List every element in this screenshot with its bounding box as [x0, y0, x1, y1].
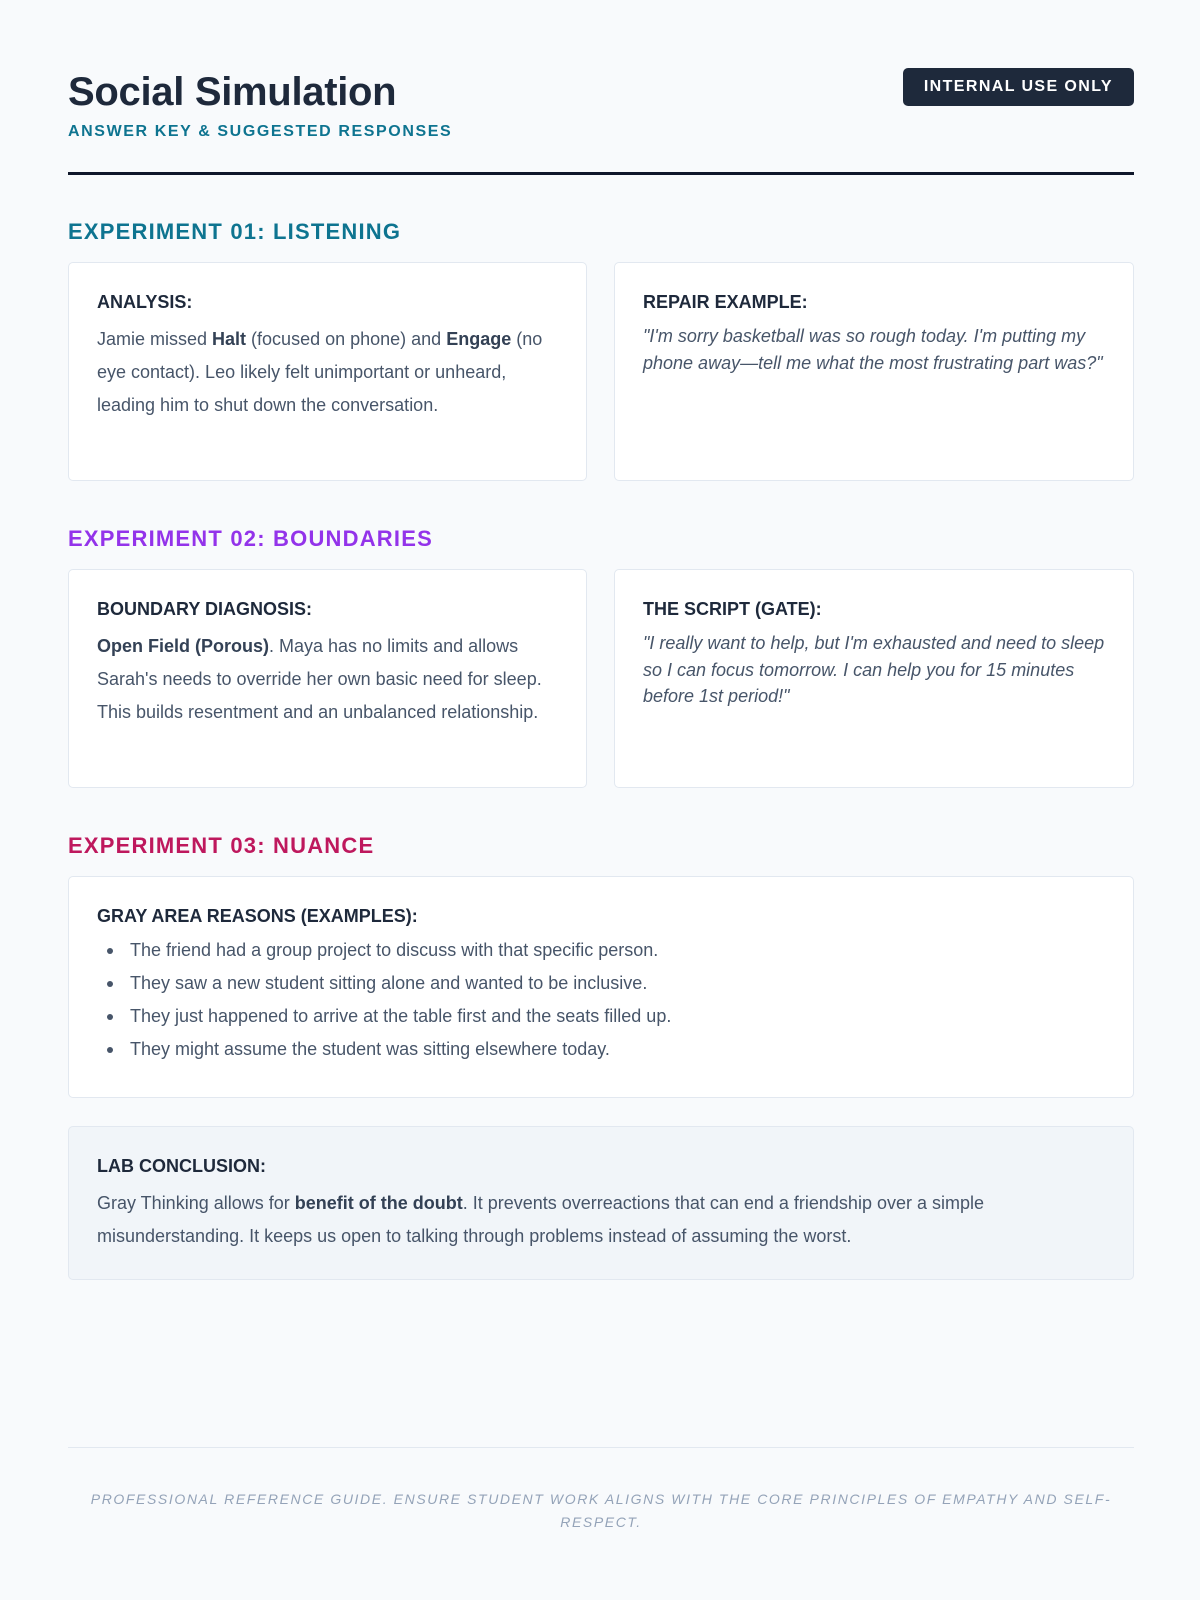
page-header [68, 68, 1134, 175]
analysis-text [97, 323, 558, 422]
analysis-text-part: (focused on phone) and [246, 329, 447, 349]
boundary-diagnosis-label: BOUNDARY DIAGNOSIS: [97, 599, 313, 619]
lab-conclusion-label: LAB CONCLUSION: [97, 1156, 266, 1176]
list-item: They just happened to arrive at the table first and the seats filled up. [97, 1000, 1105, 1033]
analysis-emphasis-halt: Halt [212, 329, 247, 349]
footer-note: PROFESSIONAL REFERENCE GUIDE. ENSURE STUDENT WORK ALIGNS WITH THE CORE PRINCIPLES OF EMPATHY AND SELF-RESPECT. [90, 1491, 1112, 1530]
analysis-text-part: Jamie missed [97, 329, 213, 349]
script-label: THE SCRIPT (GATE): [643, 599, 822, 619]
lab-conclusion-card [68, 1126, 1134, 1280]
conclusion-text-part: Gray Thinking allows for [97, 1193, 295, 1213]
boundary-type-emphasis: Open Field (Porous) [97, 636, 270, 656]
experiment-01-title: EXPERIMENT 01: LISTENING [68, 219, 402, 244]
experiment-02-title: EXPERIMENT 02: BOUNDARIES [68, 526, 433, 551]
repair-example-label: REPAIR EXAMPLE: [643, 292, 808, 312]
gray-area-card [68, 876, 1134, 1098]
answer-key-page [68, 0, 1134, 1600]
repair-example-card [614, 262, 1134, 481]
analysis-card [68, 262, 587, 481]
repair-example-quote: "I'm sorry basketball was so rough today. I'm putting my phone away—tell me what the most frustrating part was?" [643, 326, 1103, 373]
experiment-03-title: EXPERIMENT 03: NUANCE [68, 833, 375, 858]
conclusion-emphasis: benefit of the doubt [294, 1193, 463, 1213]
gray-area-reasons-list [97, 934, 1105, 1066]
script-quote: "I really want to help, but I'm exhausted and need to sleep so I can focus tomorrow. I can help you for 15 minutes before 1st period!" [643, 633, 1105, 706]
boundary-diagnosis-text-part: . Maya has no limits and allows Sarah's needs to override her own basic need for sleep. This builds resentment and an unbalanced relationship. [97, 636, 542, 722]
script-card [614, 569, 1134, 788]
boundary-diagnosis-text [97, 630, 558, 729]
list-item: They might assume the student was sitting elsewhere today. [97, 1033, 1105, 1066]
conclusion-text-part: . It prevents overreactions that can end a friendship over a simple misunderstanding. It keeps us open to talking through problems instead of assuming the worst. [97, 1193, 984, 1246]
page-subtitle: ANSWER KEY & SUGGESTED RESPONSES [68, 123, 453, 140]
page-title: Social Simulation [68, 70, 397, 114]
boundary-diagnosis-card [68, 569, 587, 788]
list-item: They saw a new student sitting alone and wanted to be inclusive. [97, 967, 1105, 1000]
analysis-text-part: (no eye contact). Leo likely felt unimportant or unheard, leading him to shut down the conversation. [97, 329, 543, 415]
gray-area-label: GRAY AREA REASONS (EXAMPLES): [97, 906, 418, 926]
analysis-emphasis-engage: Engage [446, 329, 512, 349]
lab-conclusion-text [97, 1187, 1105, 1253]
list-item: The friend had a group project to discuss with that specific person. [97, 934, 1105, 967]
footer-divider [68, 1447, 1134, 1448]
analysis-label: ANALYSIS: [97, 292, 193, 312]
internal-use-badge: INTERNAL USE ONLY [903, 68, 1134, 106]
